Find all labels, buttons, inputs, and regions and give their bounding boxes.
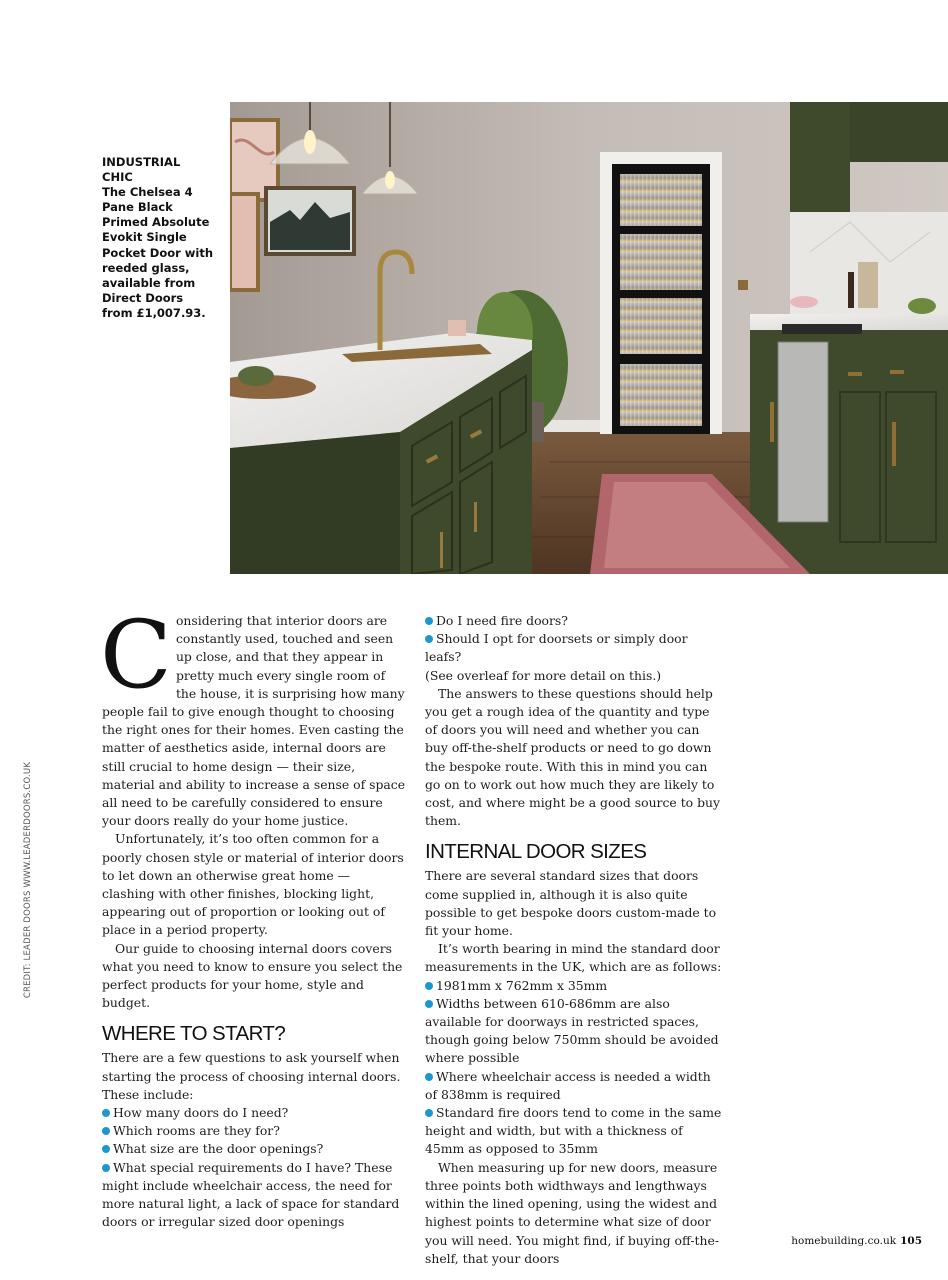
bullet-item: What special requirements do I have? These might include wheelchair access, the need for more natural light, a lack of space for standard doors or irregular sized door openings	[102, 1159, 400, 1230]
article-column-right	[425, 612, 725, 1268]
bullet-dot-icon	[425, 635, 433, 643]
page-footer	[791, 1235, 922, 1247]
kitchen-illustration	[230, 102, 948, 574]
paragraph: There are a few questions to ask yourself when starting the process of choosing internal doors. These include:	[102, 1050, 401, 1102]
caption-heading: INDUSTRIAL CHIC	[102, 155, 181, 185]
intro-text: onsidering that interior doors are constantly used, touched and seen up close, and that they appear in pretty much every single room of the house, it is surprising how many people fail to give enough thought to choosing the right ones for their homes. Even casting the matter of aesthetics aside, internal doors are still crucial to home design — their size, material and ability to increase a sense of space all need to be carefully considered to ensure your doors really do your home justice.	[102, 613, 406, 829]
photo-credit: CREDIT: LEADER DOORS WWW.LEADERDOORS.CO.UK	[23, 761, 33, 999]
bullet-item: Where wheelchair access is needed a width of 838mm is required	[425, 1068, 711, 1102]
bullet-item: Should I opt for doorsets or simply door leafs?	[425, 631, 688, 665]
drop-cap: C	[100, 601, 172, 710]
bullet-dot-icon	[425, 617, 433, 625]
bullet-dot-icon	[425, 1073, 433, 1081]
bullet-dot-icon	[425, 1109, 433, 1117]
paragraph: Our guide to choosing internal doors covers what you need to know to ensure you select the perfect products for your home, style and budget.	[102, 940, 403, 1011]
bullet-item: 1981mm x 762mm x 35mm	[425, 977, 725, 995]
paragraph: Unfortunately, it’s too often common for a poorly chosen style or material of interior doors to let down an otherwise great home — clashing with other finishes, blocking light, appearing out of proportion or looking out of place in a period property.	[102, 831, 404, 938]
bullet-dot-icon	[102, 1145, 110, 1153]
bullet-item: Widths between 610-686mm are also available for doorways in restricted spaces, though going below 750mm should be avoided where possible	[425, 995, 719, 1066]
paragraph: When measuring up for new doors, measure three points both widthways and lengthways within the lined opening, using the widest and highest points to determine what size of door you will need. You might find, if buying off-the-shelf, that your doors	[425, 1159, 720, 1266]
section-heading-where-to-start: WHERE TO START?	[102, 1022, 286, 1046]
bullet-dot-icon	[102, 1127, 110, 1135]
bullet-item: Standard fire doors tend to come in the same height and width, but with a thickness of 45mm as opposed to 35mm	[425, 1105, 722, 1157]
bullet-item: What size are the door openings?	[102, 1140, 406, 1158]
see-overleaf-note: (See overleaf for more detail on this.)	[425, 667, 662, 683]
kitchen-photo	[230, 102, 948, 574]
footer-site: homebuilding.co.uk	[791, 1235, 897, 1247]
caption-body: The Chelsea 4 Pane Black Primed Absolute Evokit Single Pocket Door with reeded glass, available from Direct Doors from £1,007.93.	[102, 185, 214, 320]
intro-paragraph	[100, 601, 406, 830]
bullet-dot-icon	[102, 1109, 110, 1117]
bullet-dot-icon	[425, 982, 433, 990]
page-number: 105	[900, 1235, 922, 1247]
paragraph: The answers to these questions should help you get a rough idea of the quantity and type of doors you will need and whether you can buy off-the-shelf products or need to go down the bespoke route. With this in mind you can go on to work out how much they are likely to cost, and where might be a good source to buy them.	[425, 685, 720, 829]
bullet-item: Do I need fire doors?	[425, 612, 725, 630]
bullet-item: Which rooms are they for?	[102, 1122, 406, 1140]
bullet-dot-icon	[102, 1164, 110, 1172]
bullet-item: How many doors do I need?	[102, 1104, 406, 1122]
paragraph: It’s worth bearing in mind the standard door measurements in the UK, which are as follows:	[425, 941, 722, 975]
bullet-dot-icon	[425, 1000, 433, 1008]
section-heading-internal-door-sizes: INTERNAL DOOR SIZES	[425, 840, 647, 864]
photo-caption	[102, 155, 214, 321]
paragraph: There are several standard sizes that doors come supplied in, although it is also quite possible to get bespoke doors custom-made to fit your home.	[425, 868, 717, 939]
article-column-left	[100, 601, 406, 1232]
